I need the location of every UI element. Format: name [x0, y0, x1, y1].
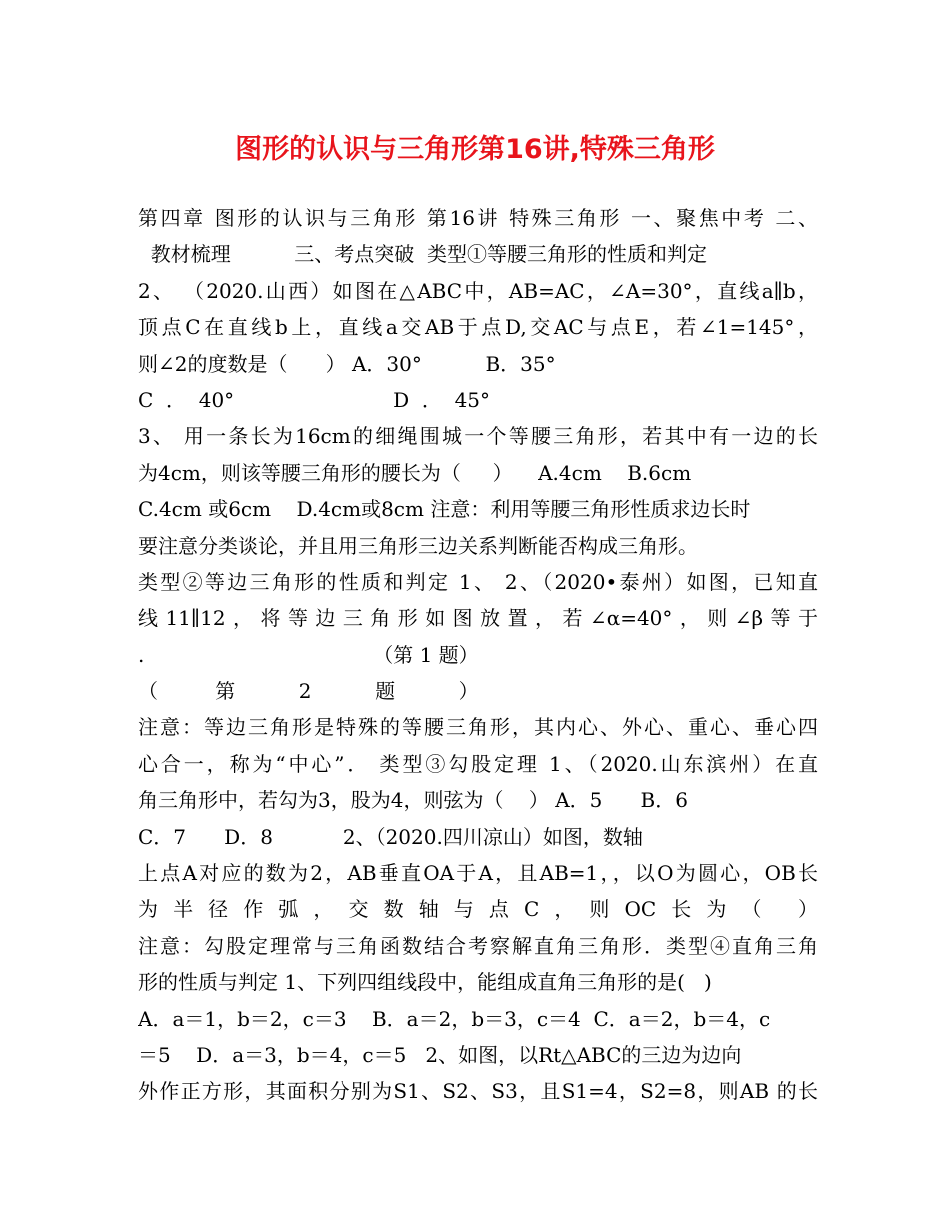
text-line: 教材梳理 三、考点突破 类型①等腰三角形的性质和判定	[138, 242, 708, 267]
text-line: A．a＝1，b＝2，c＝3 B．a＝2，b＝3，c＝4 C．a＝2，b＝4，c	[138, 1006, 771, 1031]
document-title: 图形的认识与三角形第16讲,特殊三角形	[235, 134, 715, 165]
text-line: C.4cm 或6cm D.4cm或8cm 注意：利用等腰三角形性质求边长时	[138, 497, 751, 522]
text-line: 则∠2的度数是（ ） A．30° B．35°	[138, 351, 556, 376]
text-line: 3、 用一条长为16cm的细绳围城一个等腰三角形，若其中有一边的长	[138, 424, 818, 449]
text-line: 线11∥12，将等边三角形如图放置，若∠α=40°，则∠β等于	[138, 606, 818, 631]
text-line: 为半径作弧，交数轴与点C，则OC长为（ ）	[138, 897, 818, 922]
text-line: 形的性质与判定 1、下列四组线段中，能组成直角三角形的是( )	[138, 970, 712, 995]
text-line: 心合一，称为“中心”． 类型③勾股定理 1、（2020.山东滨州）在直	[138, 751, 818, 776]
text-line: 第四章 图形的认识与三角形 第16讲 特殊三角形 一、聚焦中考 二、	[138, 206, 818, 230]
document-body	[138, 200, 818, 1110]
text-line: . （第 1 题）	[138, 642, 479, 667]
text-line: 注意：勾股定理常与三角函数结合考察解直角三角形．类型④直角三角	[138, 933, 818, 958]
text-line: 为4cm，则该等腰三角形的腰长为（ ） A.4cm B.6cm	[138, 460, 692, 485]
text-line: 顶点C在直线b上，直线a交AB于点D,交AC与点E，若∠1=145°，	[138, 315, 818, 340]
text-line: 2、 （2020.山西）如图在△ABC中，AB=AC，∠A=30°，直线a∥b，	[138, 278, 818, 303]
text-line: （ 第 2 题 ）	[138, 679, 479, 704]
text-line: 要注意分类谈论，并且用三角形三边关系判断能否构成三角形。	[138, 533, 698, 558]
text-line: 角三角形中，若勾为3，股为4，则弦为（ ） A．5 B．6	[138, 788, 688, 813]
text-line: 上点A对应的数为2，AB垂直OA于A，且AB=1，，以O为圆心，OB长	[138, 861, 818, 886]
text-line: C ． 40° D ． 45°	[138, 387, 491, 412]
text-line: C．7 D．8 2、（2020.四川凉山）如图，数轴	[138, 824, 643, 849]
text-line: ＝5 D．a＝3，b＝4，c＝5 2、如图，以Rt△ABC的三边为边向	[138, 1042, 742, 1067]
text-line: 类型②等边三角形的性质和判定 1、 2、（2020•泰州）如图，已知直	[138, 569, 818, 594]
text-line: 注意：等边三角形是特殊的等腰三角形，其内心、外心、重心、垂心四	[138, 715, 818, 740]
text-line: 外作正方形，其面积分别为S1、S2、S3，且S1=4，S2=8，则AB 的长	[138, 1079, 818, 1104]
